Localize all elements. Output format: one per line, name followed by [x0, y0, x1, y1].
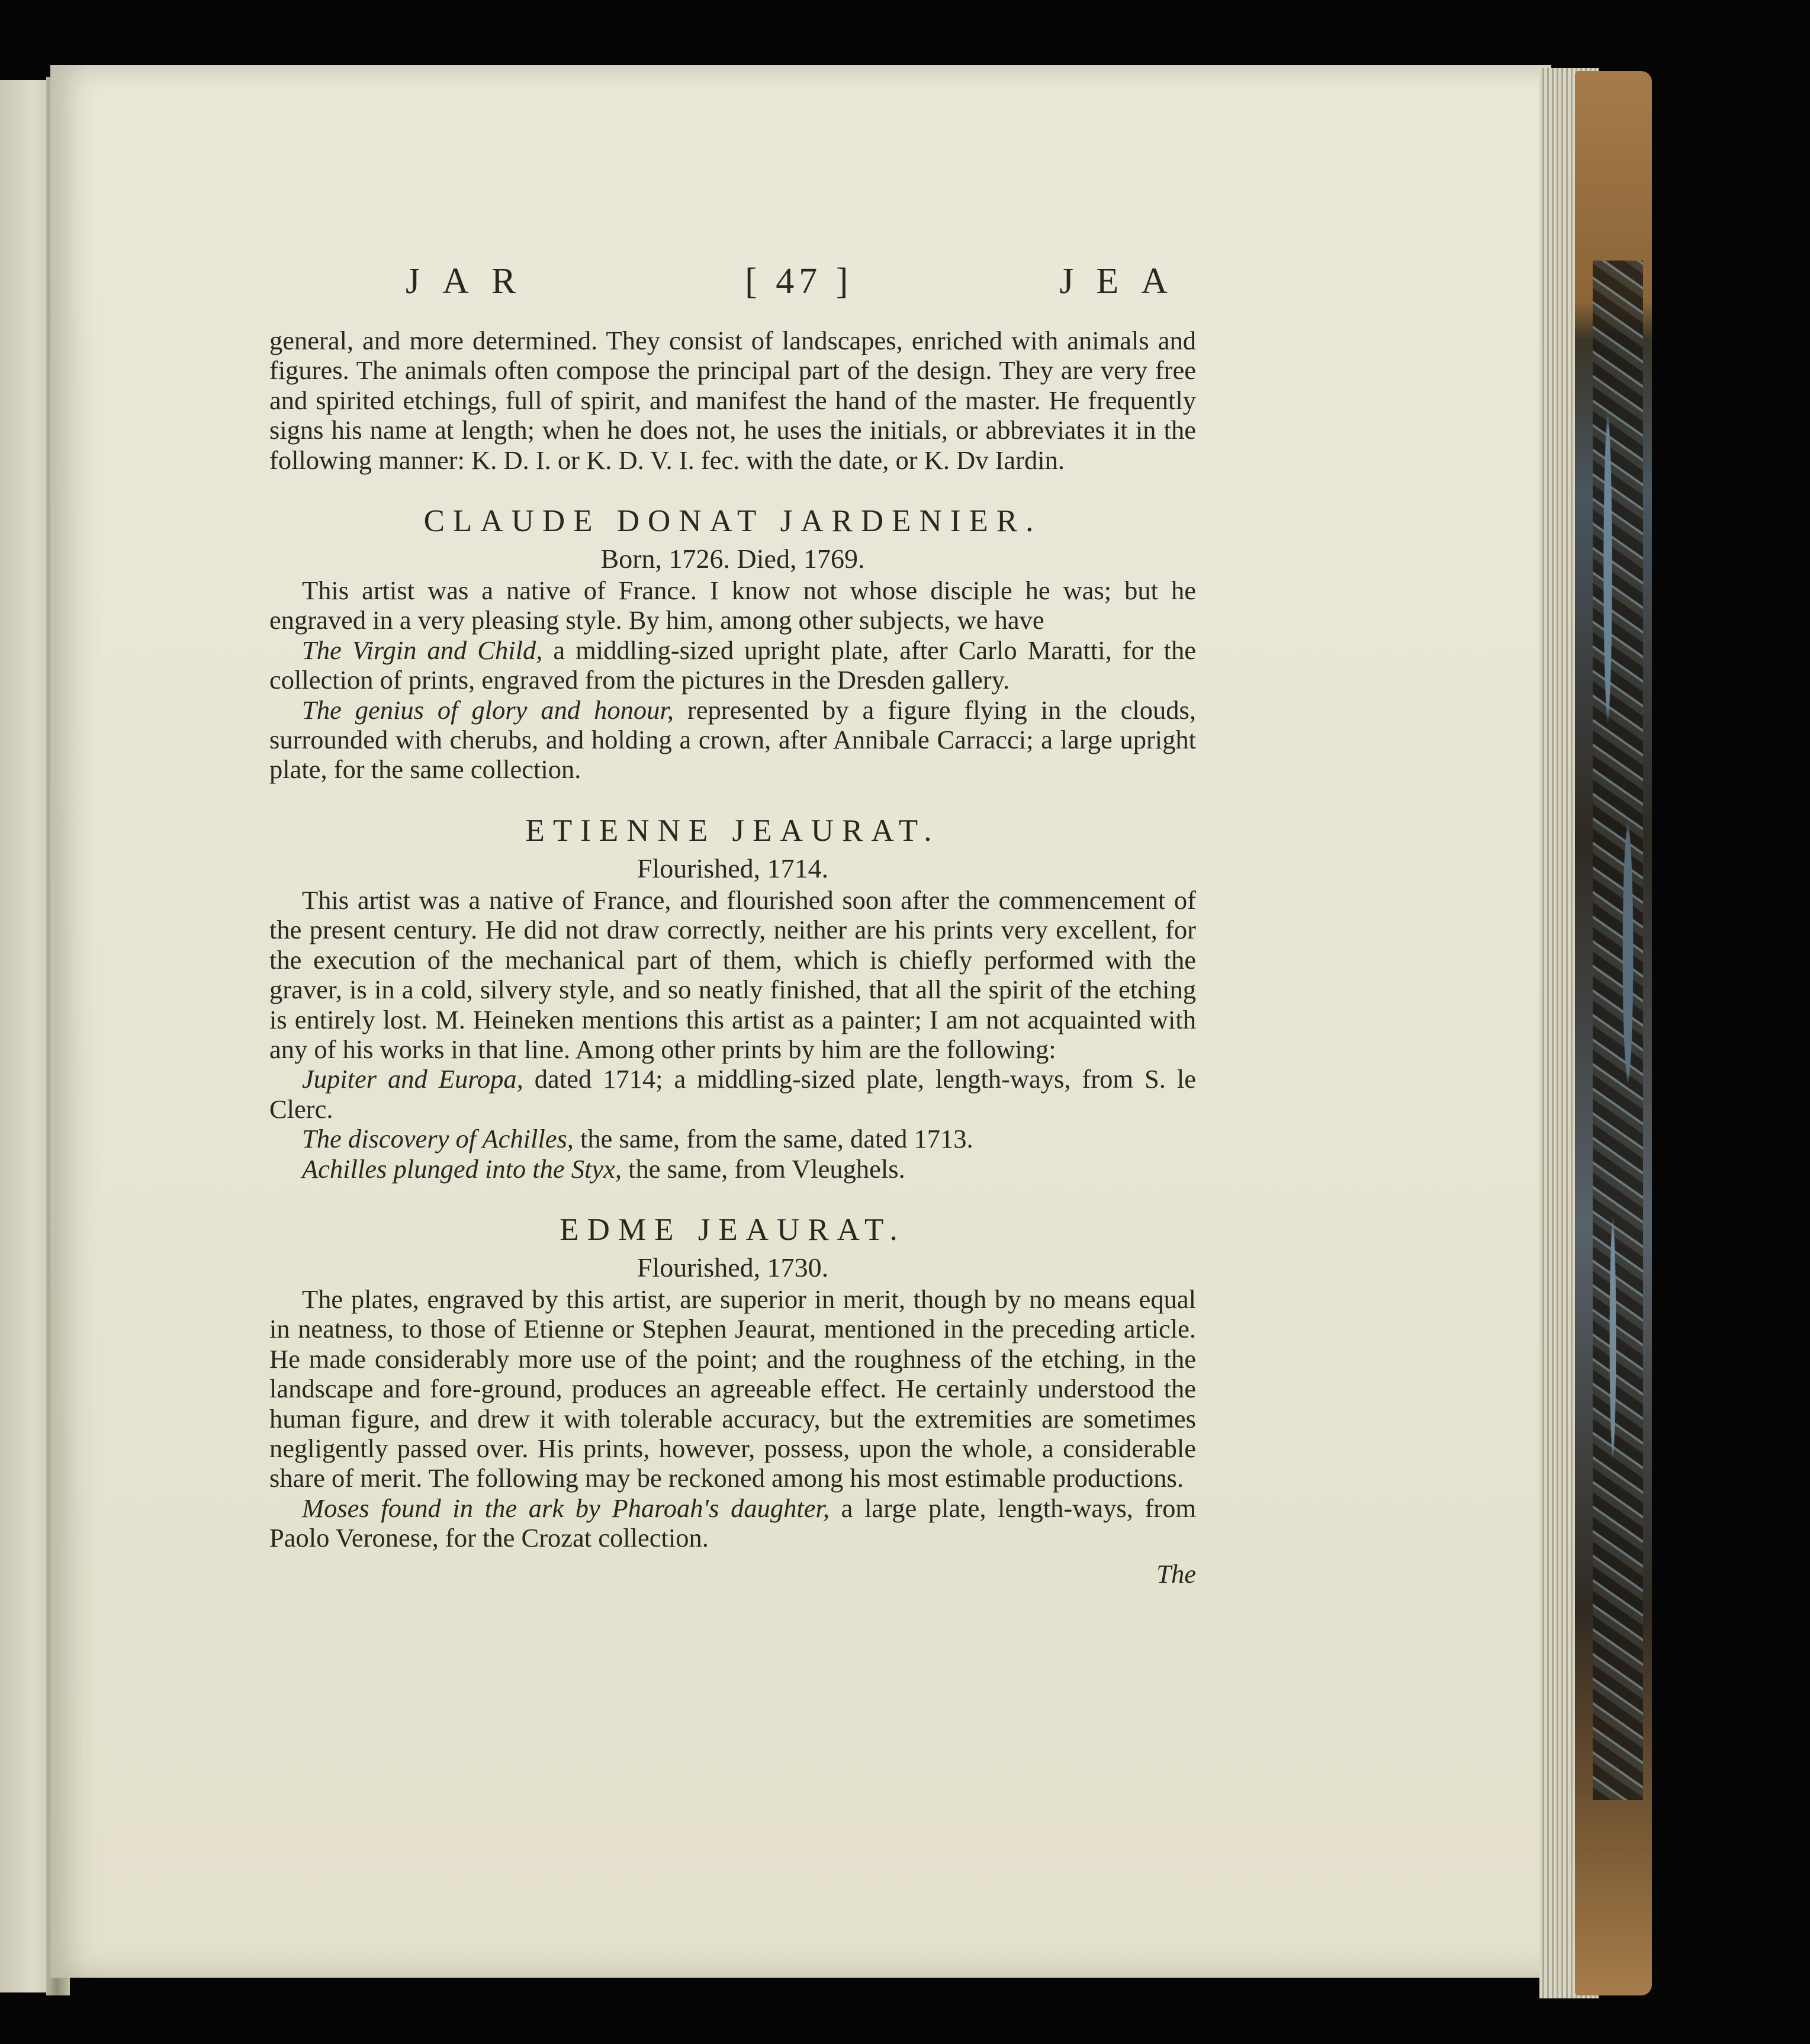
work-item — [269, 695, 1196, 785]
work-desc: represented by a figure flying in the clouds, surrounded with cherubs, and holding a crown, after Annibale Carracci; a large upright plate, for the same collection. — [269, 695, 1196, 785]
work-desc: dated 1714; a middling-sized plate, length-ways, from S. le Clerc. — [269, 1064, 1196, 1124]
work-title: Achilles plunged into the Styx, — [302, 1153, 622, 1184]
entry-jardenier — [269, 500, 1196, 785]
entry-etienne-jeaurat — [269, 809, 1196, 1184]
work-desc: a large plate, length-ways, from Paolo Veronese, for the Crozat collection. — [269, 1493, 1196, 1553]
marbled-cover-pattern — [1593, 261, 1643, 1800]
entry-text: This artist was a native of France. I know not whose disciple he was; but he engraved in a very pleasing style. By him, among other subjects, we have — [269, 576, 1196, 635]
work-item — [269, 1124, 1196, 1153]
text-body — [269, 326, 1196, 1589]
entry-name: CLAUDE DONAT JARDENIER. — [423, 504, 1042, 539]
entry-text: The plates, engraved by this artist, are superior in merit, though by no means equal in neatness, to those of Etienne or Stephen Jeaurat, mentioned in the preceding article. He made considerably more use of the point; and the roughness of the etching, in the landscape and fore-ground, produces an agreeable effect. He certainly understood the human figure, and drew it with tolerable accuracy, but the extremities are sometimes negligently passed over. His prints, however, possess, upon the whole, a considerable share of merit. The following may be reckoned among his most estimable productions. — [269, 1284, 1196, 1493]
entry-name: EDME JEAURAT. — [560, 1212, 906, 1247]
header-left: JAR — [406, 261, 539, 301]
work-title: Moses found in the ark by Pharoah's daughter, — [302, 1493, 830, 1523]
entry-dates: Flourished, 1714. — [636, 853, 829, 883]
page-content — [269, 261, 1196, 1589]
page-number: [ 47 ] — [745, 261, 853, 301]
entry-text: This artist was a native of France, and flourished soon after the commencement of the present century. He did not draw correctly, neither are his prints very excellent, for the execution of the mechanical part of them, which is chiefly performed with the graver, is in a cold, silvery style, and so neatly finished, that all the spirit of the etching is entirely lost. M. Heineken mentions this artist as a painter; I am not acquainted with any of his works in that line. Among other prints by him are the following: — [269, 885, 1196, 1064]
work-title: The Virgin and Child, — [302, 635, 543, 665]
catchword: The — [1156, 1558, 1196, 1589]
work-item — [269, 1493, 1196, 1553]
entry-edme-jeaurat — [269, 1209, 1196, 1553]
intro-paragraph: general, and more determined. They consist of landscapes, enriched with animals and figures. The animals often compose the principal part of the design. They are very free and spirited etchings, full of spirit, and manifest the hand of the master. He frequently signs his name at length; when he does not, he uses the initials, or abbreviates it in the following manner: K. D. I. or K. D. V. I. fec. with the date, or K. Dv Iardin. — [269, 326, 1196, 475]
work-desc: the same, from Vleughels. — [622, 1153, 905, 1184]
entry-dates: Flourished, 1730. — [636, 1252, 829, 1283]
work-title: The discovery of Achilles, — [302, 1124, 574, 1154]
work-title: The genius of glory and honour, — [302, 695, 674, 725]
header-right: JEA — [1059, 261, 1190, 301]
work-desc: a middling-sized upright plate, after Carlo Maratti, for the collection of prints, engraved from the pictures in the Dresden gallery. — [269, 635, 1196, 695]
work-item — [269, 1064, 1196, 1124]
running-header — [269, 261, 1196, 326]
work-item — [269, 635, 1196, 695]
work-title: Jupiter and Europa, — [302, 1064, 523, 1094]
work-item — [269, 1154, 1196, 1184]
entry-dates: Born, 1726. Died, 1769. — [600, 544, 865, 574]
entry-name: ETIENNE JEAURAT. — [525, 813, 940, 848]
work-desc: the same, from the same, dated 1713. — [573, 1124, 973, 1154]
